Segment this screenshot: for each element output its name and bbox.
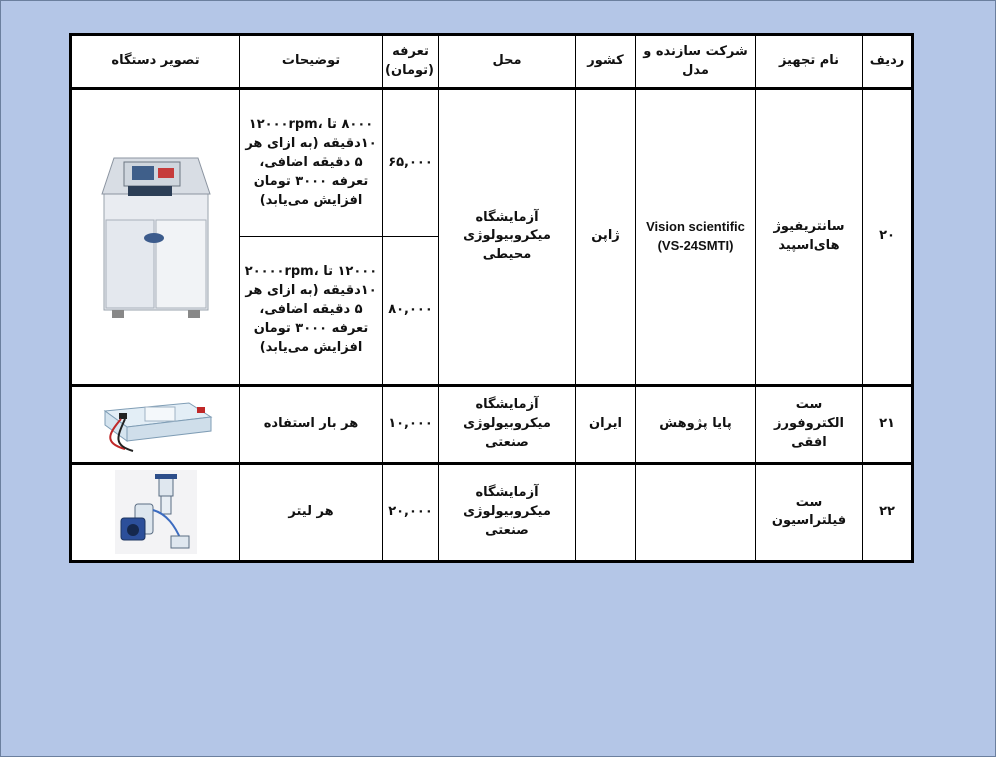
row-number: ۲۲: [863, 463, 913, 561]
fee: ۶۵,۰۰۰: [383, 89, 439, 237]
header-country: کشور: [576, 35, 636, 89]
header-maker-model: شرکت سازنده و مدل: [636, 35, 756, 89]
table-row: [71, 463, 913, 561]
model-code: (VS-24SMTI): [657, 237, 734, 253]
equipment-name: ست فیلتراسیون: [756, 463, 863, 561]
country: ایران: [576, 385, 636, 463]
maker-name: Vision scientific: [646, 219, 745, 235]
location: آزمایشگاه میکروبیولوژی محیطی: [439, 89, 576, 386]
country: [576, 463, 636, 561]
centrifuge-photo-icon: [94, 138, 218, 336]
equipment-image-cell: [71, 385, 240, 463]
equipment-name: سانتریفیوژ های‌اسپید: [756, 89, 863, 386]
description: ۸۰۰۰ تا ۱۲۰۰۰rpm، ۱۰دقیقه (به ازای هر ۵ دقیقه اضافی، تعرفه ۳۰۰۰ تومان افزایش می‌یابد): [240, 89, 383, 237]
header-fee: تعرفه (تومان): [383, 35, 439, 89]
row-number: ۲۰: [863, 89, 913, 386]
description: هر بار استفاده: [240, 385, 383, 463]
header-description: توضیحات: [240, 35, 383, 89]
location: آزمایشگاه میکروبیولوژی صنعتی: [439, 385, 576, 463]
fee: ۱۰,۰۰۰: [383, 385, 439, 463]
description: ۱۲۰۰۰ تا ۲۰۰۰۰rpm، ۱۰دقیقه (به ازای هر ۵ دقیقه اضافی، تعرفه ۳۰۰۰ تومان افزایش می‌یابد): [240, 237, 383, 385]
description: هر لیتر: [240, 463, 383, 561]
equipment-image-cell: [71, 463, 240, 561]
maker-model: [636, 463, 756, 561]
fee: ۸۰,۰۰۰: [383, 237, 439, 385]
equipment-image-cell: [71, 89, 240, 386]
header-image: تصویر دستگاه: [71, 35, 240, 89]
header-row-number: ردیف: [863, 35, 913, 89]
fee: ۲۰,۰۰۰: [383, 463, 439, 561]
electrophoresis-photo-icon: [89, 393, 223, 455]
maker-model: پایا پژوهش: [636, 385, 756, 463]
filtration-photo-icon: [115, 470, 197, 554]
location: آزمایشگاه میکروبیولوژی صنعتی: [439, 463, 576, 561]
country: ژاپن: [576, 89, 636, 386]
equipment-name: ست الکتروفورز افقی: [756, 385, 863, 463]
header-location: محل: [439, 35, 576, 89]
row-number: ۲۱: [863, 385, 913, 463]
equipment-table: [69, 33, 914, 563]
table-header-row: [71, 35, 913, 89]
maker-model: [636, 89, 756, 386]
table-row: [71, 89, 913, 237]
header-equipment-name: نام تجهیز: [756, 35, 863, 89]
table-row: [71, 385, 913, 463]
